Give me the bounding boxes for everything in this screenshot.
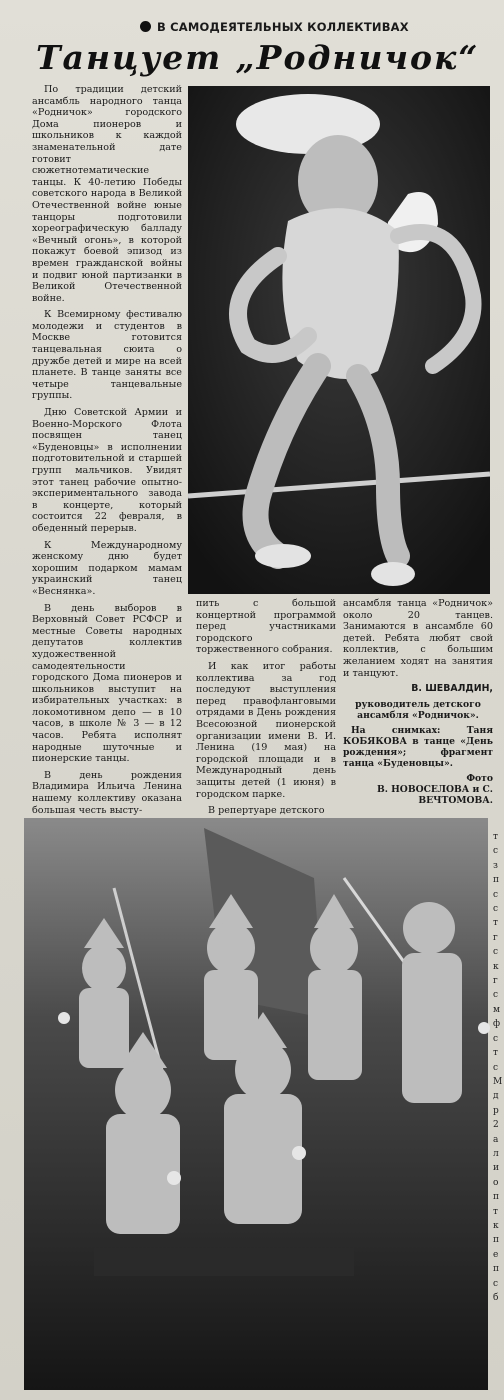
author-name: В. ШЕВАЛДИН, (411, 683, 493, 695)
section-rubric (140, 20, 409, 38)
photo-credit-label: Фото (466, 772, 493, 784)
article-headline: Танцует „Родничок“ (36, 38, 480, 77)
paragraph: В день рождения Владимира Ильича Ленина нашему коллективу оказана большая честь высту- (32, 769, 182, 816)
budenovtsy-image (24, 818, 488, 1390)
paragraph: Дню Советской Армии и Военно-Морского Флота посвящен танец «Буденовцы» в исполнении подготовительной и старшей групп мальчиков. Увидят этот танец рабочие опытно-экспериментального завода в концерте, который состоится 22 февраля, в обеденный перерыв. (32, 407, 182, 534)
paragraph: По традиции детский ансамбль народного танца «Родничок» городского Дома пионеров и школьников к каждой знаменательной дате готовит сюжетнотематические танцы. К 40-летию Победы советского народа в Великой Отечественной войне юные танцоры подготовили хореографическую балладу «Вечный огонь», в которой покажут боевой эпизод из времен гражданской войны и подвиг юной партизанки в Великой Отечественной войне. (32, 84, 182, 304)
photo-dancing-girl (188, 86, 490, 594)
dancing-girl-image (188, 86, 490, 594)
paragraph: К Всемирному фестивалю молодежи и студентов в Москве готовится танцевальная сюита о дружбе детей и мире на всей планете. В танце заняты все четыре танцевальные группы. (32, 309, 182, 402)
article-column-3 (343, 598, 493, 810)
photo-budenovtsy-dance (24, 818, 488, 1390)
photo-captions: На снимках: Таня КОБЯКОВА в танце «День рождения»; фрагмент танца «Буденовцы». (343, 724, 493, 769)
paragraph: пить с большой концертной программой перед участниками городского торжественного собрания. (196, 598, 336, 656)
paragraph: И как итог работы коллектива за год последуют выступления перед правофланговыми отрядами в День рождения Всесоюзной пионерской организации имени В. И. Ленина (19 мая) на городской площади и в Международный день защиты детей (1 июня) в городском парке. (196, 660, 336, 800)
author-role: руководитель детского ансамбля «Родничок». (355, 698, 481, 721)
article-column-2 (196, 598, 336, 817)
rubric-text: В САМОДЕЯТЕЛЬНЫХ КОЛЛЕКТИВАХ (157, 20, 409, 34)
paragraph: В репертуаре детского (208, 805, 325, 817)
photo-credit: В. НОВОСЕЛОВА и С. ВЕЧТОМОВА. (376, 783, 493, 806)
paragraph: К Международному женскому дню будет хорошим подарком мамам украинский танец «Веснянка». (32, 539, 182, 597)
paragraph: В день выборов в Верховный Совет РСФСР и местные Советы народных депутатов коллектив художественной самодеятельности городского Дома пионеров и школьников выступит на избирательных участках: в локомотивном депо — в 10 часов, в школе № 3 — в 12 часов. Ребята исполнят народные шуточные и пионерские танцы. (32, 602, 182, 765)
bullet-mark-icon (140, 21, 151, 32)
adjacent-article-edge: т с з п с с т г с к г с м ф с т с М д р 2 а л и о п т к п е п с б (493, 832, 503, 1303)
article-column-1 (32, 84, 182, 816)
paragraph: ансамбля танца «Родничок» около 20 танцев. Занимаются в ансамбле 60 детей. Ребята любят свой коллектив, с большим желанием ходят на занятия и танцуют. (343, 598, 493, 679)
